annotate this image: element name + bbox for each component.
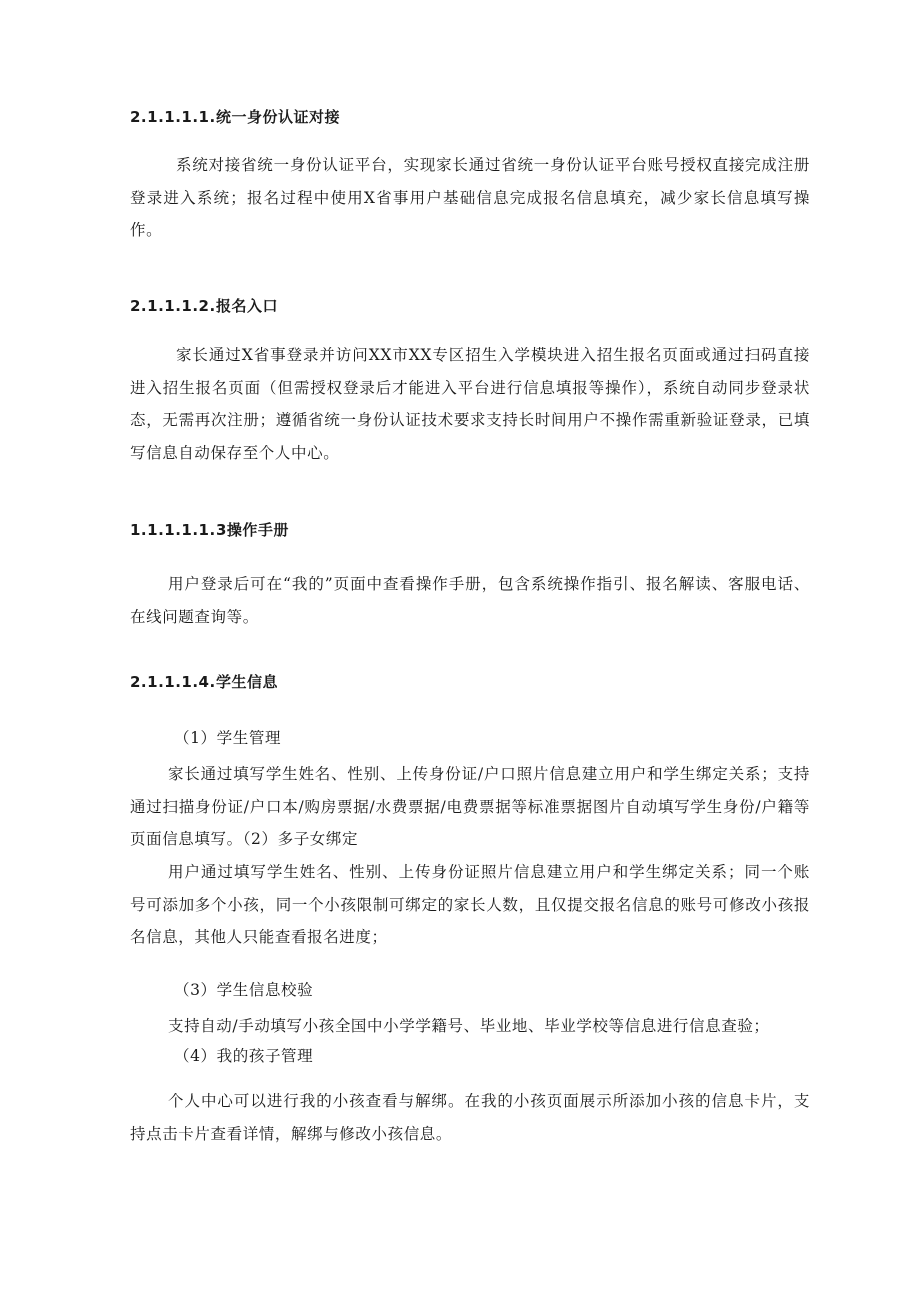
paragraph-my-children: 个人中心可以进行我的小孩查看与解绑。在我的小孩页面展示所添加小孩的信息卡片，支持点击卡片查看详情，解绑与修改小孩信息。 xyxy=(130,1092,810,1143)
section-number: 2.1.1.1.4. xyxy=(130,673,216,691)
paragraph-operation-manual: 用户登录后可在“我的”页面中查看操作手册，包含系统操作指引、报名解读、客服电话、在线问题查询等。 xyxy=(130,575,810,626)
paragraph-student-verification: 支持自动/手动填写小孩全国中小学学籍号、毕业地、毕业学校等信息进行信息查验； xyxy=(168,1017,770,1035)
subheading-my-children: （4）我的孩子管理 xyxy=(174,1047,314,1065)
subheading-student-management: （1）学生管理 xyxy=(174,729,282,747)
section-number: 2.1.1.1.1. xyxy=(130,108,216,126)
section-title: 统一身份认证对接 xyxy=(216,108,341,126)
section-heading-operation-manual xyxy=(130,519,289,540)
subheading-student-verification: （3）学生信息校验 xyxy=(174,981,314,999)
section-heading-student-info xyxy=(130,671,278,692)
paragraph-student-management: 家长通过填写学生姓名、性别、上传身份证/户口照片信息建立用户和学生绑定关系；支持通过扫描身份证/户口本/购房票据/水费票据/电费票据等标准票据图片自动填写学生身份/户籍等页面信息填写。（2）多子女绑定 xyxy=(130,765,810,848)
paragraph-identity-auth: 系统对接省统一身份认证平台，实现家长通过省统一身份认证平台账号授权直接完成注册登录进入系统；报名过程中使用X省事用户基础信息完成报名信息填充，减少家长信息填写操作。 xyxy=(130,156,810,239)
section-heading-identity-auth xyxy=(130,106,340,127)
paragraph-multi-child-binding: 用户通过填写学生姓名、性别、上传身份证照片信息建立用户和学生绑定关系；同一个账号可添加多个小孩，同一个小孩限制可绑定的家长人数，且仅提交报名信息的账号可修改小孩报名信息，其他人只能查看报名进度； xyxy=(130,863,810,946)
paragraph-registration-entry: 家长通过X省事登录并访问XX市XX专区招生入学模块进入招生报名页面或通过扫码直接进入招生报名页面（但需授权登录后才能进入平台进行信息填报等操作），系统自动同步登录状态，无需再次注册；遵循省统一身份认证技术要求支持长时间用户不操作需重新验证登录，已填写信息自动保存至个人中心。 xyxy=(130,346,810,462)
section-title: 学生信息 xyxy=(216,673,279,691)
section-title: 3操作手册 xyxy=(216,521,289,539)
section-heading-registration-entry xyxy=(130,295,278,316)
section-number: 2.1.1.1.2. xyxy=(130,297,216,315)
section-number: 1.1.1.1.1. xyxy=(130,521,216,539)
section-title: 报名入口 xyxy=(216,297,279,315)
